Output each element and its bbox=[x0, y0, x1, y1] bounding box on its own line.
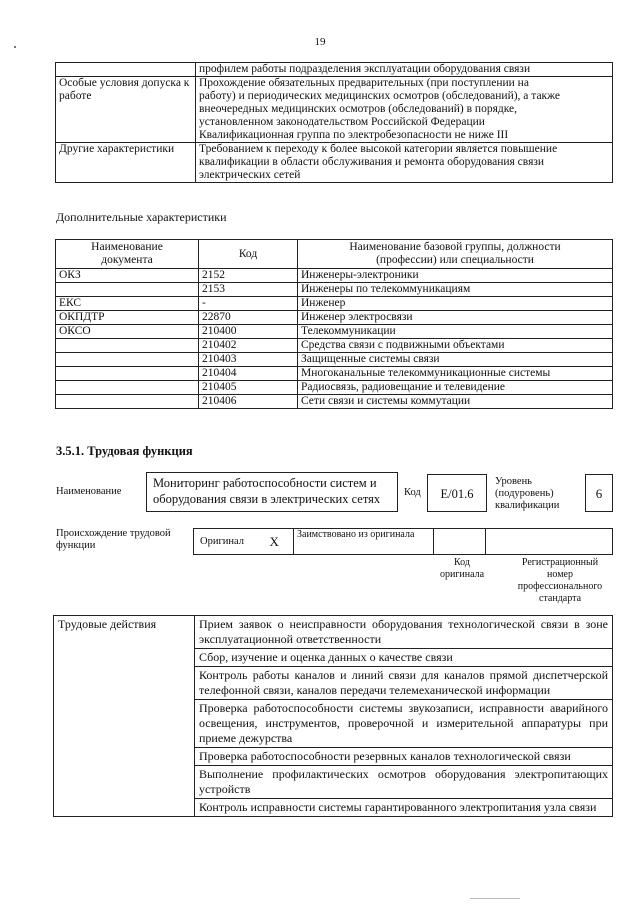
table-cell bbox=[56, 381, 199, 395]
origin-label: Происхождение трудовой функции bbox=[56, 528, 171, 551]
table-cell: 210402 bbox=[199, 339, 298, 353]
text-line: Квалификационная группа по электробезопасности не ниже III bbox=[199, 129, 509, 141]
table-cell: - bbox=[199, 297, 298, 311]
level-label: Уровень (подуровень) квалификации bbox=[495, 476, 560, 511]
scan-mark bbox=[470, 898, 520, 899]
actions-table bbox=[53, 615, 613, 817]
table-row bbox=[56, 395, 613, 409]
table-cell bbox=[56, 283, 199, 297]
table-row bbox=[56, 381, 613, 395]
text-line: Прохождение обязательных предварительных (при поступлении на bbox=[199, 77, 529, 89]
original-label: Оригинал bbox=[194, 529, 256, 555]
text-line: работу) и периодических медицинских осмотров (обследований), а также bbox=[199, 90, 561, 102]
action-item: Проверка работоспособности резервных каналов технологической связи bbox=[195, 748, 613, 766]
table-cell: Инженер электросвязи bbox=[298, 311, 613, 325]
table-cell: 210406 bbox=[199, 395, 298, 409]
table-cell bbox=[56, 353, 199, 367]
original-mark: X bbox=[256, 529, 294, 555]
table-cell: 210400 bbox=[199, 325, 298, 339]
table-cell bbox=[56, 367, 199, 381]
header-cell: Код bbox=[199, 240, 298, 269]
table-row bbox=[56, 367, 613, 381]
top-table bbox=[55, 62, 613, 183]
table-cell: Инженеры по телекоммуникациям bbox=[298, 283, 613, 297]
origin-row bbox=[194, 529, 613, 555]
table-cell: Защищенные системы связи bbox=[298, 353, 613, 367]
actions-label: Трудовые действия bbox=[54, 616, 195, 817]
table-cell: 210405 bbox=[199, 381, 298, 395]
table-cell: Телекоммуникации bbox=[298, 325, 613, 339]
code-caption: Код оригинала bbox=[439, 557, 485, 580]
function-code-box bbox=[427, 474, 487, 512]
table-row bbox=[56, 353, 613, 367]
origin-code-cell bbox=[434, 529, 486, 555]
code-label: Код bbox=[404, 487, 421, 498]
table-cell: 210403 bbox=[199, 353, 298, 367]
table-cell bbox=[56, 339, 199, 353]
table-cell: ОКПДТР bbox=[56, 311, 199, 325]
table-row bbox=[56, 143, 613, 183]
table-cell: 2152 bbox=[199, 269, 298, 283]
level-box bbox=[585, 474, 613, 512]
additional-table bbox=[55, 239, 613, 409]
table-cell: 22870 bbox=[199, 311, 298, 325]
table-row bbox=[56, 339, 613, 353]
table-cell: ОКСО bbox=[56, 325, 199, 339]
additional-title: Дополнительные характеристики bbox=[56, 210, 227, 224]
text-line: электрических сетей bbox=[199, 169, 301, 181]
text-line: установленном законодательством Российской Федерации bbox=[199, 116, 485, 128]
table-cell: ОКЗ bbox=[56, 269, 199, 283]
text-line: внеочередных медицинских осмотров (обследований) в порядке, bbox=[199, 103, 518, 115]
row-value bbox=[196, 143, 613, 183]
table-row bbox=[56, 325, 613, 339]
borrowed-label: Заимствовано из оригинала bbox=[294, 529, 434, 555]
function-code: E/01.6 bbox=[440, 487, 474, 501]
table-cell: Инженер bbox=[298, 297, 613, 311]
table-row bbox=[56, 269, 613, 283]
action-item: Выполнение профилактических осмотров оборудования электропитающих устройств bbox=[195, 766, 613, 799]
function-name: Мониторинг работоспособности систем и оборудования связи в электрических сетях bbox=[153, 476, 381, 506]
table-cell: Сети связи и системы коммутации bbox=[298, 395, 613, 409]
table-row bbox=[56, 77, 613, 143]
table-row bbox=[56, 63, 613, 77]
action-item: Проверка работоспособности системы звукозаписи, исправности аварийного освещения, инструментов, проверочной и измерительной аппаратуры при приеме дежурства bbox=[195, 700, 613, 748]
reg-caption: Регистрационный номер профессионального стандарта bbox=[517, 557, 603, 604]
action-item: Контроль работы каналов и линий связи для каналов прямой диспетчерской телефонной связи, каналов передачи телемеханической информации bbox=[195, 667, 613, 700]
row-label: Особые условия допуска к работе bbox=[56, 77, 196, 143]
text-line: квалификации в области обслуживания и ремонта оборудования связи bbox=[199, 156, 545, 168]
origin-reg-cell bbox=[486, 529, 613, 555]
row-label: Другие характеристики bbox=[56, 143, 196, 183]
table-cell: Радиосвязь, радиовещание и телевидение bbox=[298, 381, 613, 395]
header-cell: Наименование базовой группы, должности (профессии) или специальности bbox=[298, 240, 613, 269]
table-header-row bbox=[56, 240, 613, 269]
level-value: 6 bbox=[595, 486, 603, 501]
row-value bbox=[196, 77, 613, 143]
table-cell: 2153 bbox=[199, 283, 298, 297]
function-name-box bbox=[146, 472, 398, 512]
table-cell: Средства связи с подвижными объектами bbox=[298, 339, 613, 353]
table-cell: Инженеры-электроники bbox=[298, 269, 613, 283]
table-row bbox=[54, 616, 613, 649]
page-number: 19 bbox=[314, 36, 326, 48]
table-cell: Многоканальные телекоммуникационные системы bbox=[298, 367, 613, 381]
continuation-text: профилем работы подразделения эксплуатации оборудования связи bbox=[196, 63, 613, 77]
header-cell: Наименование документа bbox=[56, 240, 199, 269]
table-cell bbox=[56, 63, 196, 77]
table-cell: ЕКС bbox=[56, 297, 199, 311]
table-cell bbox=[56, 395, 199, 409]
table-row bbox=[56, 283, 613, 297]
action-item: Сбор, изучение и оценка данных о качестве связи bbox=[195, 649, 613, 667]
action-item: Прием заявок о неисправности оборудования технологической связи в зоне эксплуатационной ответственности bbox=[195, 616, 613, 649]
name-label: Наименование bbox=[56, 486, 122, 497]
origin-table bbox=[193, 528, 613, 555]
text-line: Требованием к переходу к более высокой категории является повышение bbox=[199, 143, 558, 155]
action-item: Контроль исправности системы гарантированного электропитания узла связи bbox=[195, 799, 613, 817]
table-row bbox=[56, 311, 613, 325]
table-row bbox=[56, 297, 613, 311]
table-cell: 210404 bbox=[199, 367, 298, 381]
function-heading: 3.5.1. Трудовая функция bbox=[56, 444, 193, 458]
